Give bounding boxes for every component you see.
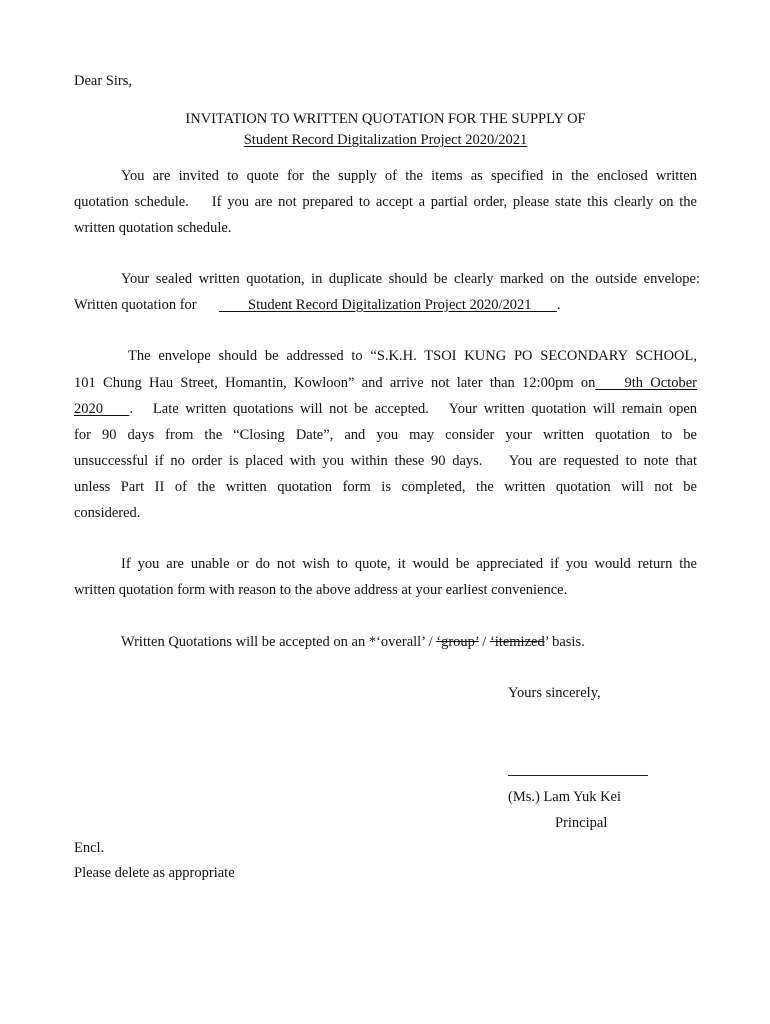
signatory-title: Principal (555, 815, 608, 831)
para3-line2: 101 Chung Hau Street, Homantin, Kowloon” and arrive not later than 12:00pm on 9th October (74, 375, 697, 391)
para3-line5: unsuccessful if no order is placed with you within these 90 days. You are requested to note that (74, 453, 697, 469)
para3-line6: unless Part II of the written quotation form is completed, the written quotation will not be (74, 479, 697, 495)
envelope-project-field: Student Record Digitalization Project 2020/2021 (219, 297, 557, 313)
project-title: Student Record Digitalization Project 2020/2021 (243, 132, 528, 148)
closing-date-part2: 2020 (74, 401, 130, 417)
para4-line1: If you are unable or do not wish to quote, it would be appreciated if you would return the (121, 556, 697, 572)
para1-line2: quotation schedule. If you are not prepared to accept a partial order, please state this clearly on the (74, 194, 697, 210)
para3-line7: considered. (74, 505, 141, 521)
letter-heading: INVITATION TO WRITTEN QUOTATION FOR THE SUPPLY OF (185, 111, 586, 127)
enclosure-label: Encl. (74, 840, 105, 856)
signatory-name: (Ms.) Lam Yuk Kei (508, 789, 622, 805)
basis-group-option: ‘group’ (436, 634, 479, 650)
para1-line1: You are invited to quote for the supply of the items as specified in the enclosed written (121, 168, 697, 184)
para3-line3: 2020 . Late written quotations will not be accepted. Your written quotation will remain open (74, 401, 698, 417)
letter-page: Dear Sirs, INVITATION TO WRITTEN QUOTATION FOR THE SUPPLY OF Student Record Digitalization Project 2020/2021 You are invited to quote for the supply of the items as specified in the enclosed written quotation schedule. If you are not prepared to accept a partial order, please state this clearly on the written quotation schedule. Your sealed written quotation, in duplicate should be clearly marked on the outside envelope: Written quotation for Student Record Digitalization Project 2020/2021 . The envelope should be addressed to “S.K.H. TSOI KUNG PO SECONDARY SCHOOL, 101 Chung Hau Street, Homantin, Kowloon” and arrive not later than 12:00pm on 9th October 2020 . Late written quotations will not be accepted. Your written quotation will remain open for 90 days from the “Closing Date”, and you may consider your written quotation to be unsuccessful if no order is placed with you within these 90 days. You are requested to note that unless Part II of the written quotation form is completed, the written quotation will not be considered. If you are unable or do not wish to quote, it would be appreciated if you would return the written quotation form with reason to the above address at your earliest convenience. Written Quotations will be accepted on an *‘overall’ / ‘group’ / ‘itemized’ basis. Yours sincerely, (Ms.) Lam Yuk Kei Principal Encl. Please delete as appropriate (74, 73, 700, 881)
salutation: Dear Sirs, (74, 73, 132, 89)
para3-line4: for 90 days from the “Closing Date”, and you may consider your written quotation to be (74, 427, 697, 443)
para3-line1: The envelope should be addressed to “S.K.H. TSOI KUNG PO SECONDARY SCHOOL, (128, 348, 697, 364)
envelope-label: Written quotation for (74, 297, 197, 313)
para1-line3: written quotation schedule. (74, 220, 232, 236)
para2-line1: Your sealed written quotation, in duplicate should be clearly marked on the outside envelope: (121, 271, 700, 287)
signature-line (508, 775, 648, 776)
basis-itemized-option: ‘itemized (489, 634, 545, 650)
quotation-basis: Written Quotations will be accepted on an *‘overall’ / ‘group’ / ‘itemized’ basis. (121, 634, 585, 650)
para4-line2: written quotation form with reason to the above address at your earliest convenience. (74, 582, 568, 598)
closing-date-part1: 9th October (595, 375, 697, 391)
delete-note: Please delete as appropriate (74, 865, 235, 881)
closing: Yours sincerely, (508, 685, 601, 701)
